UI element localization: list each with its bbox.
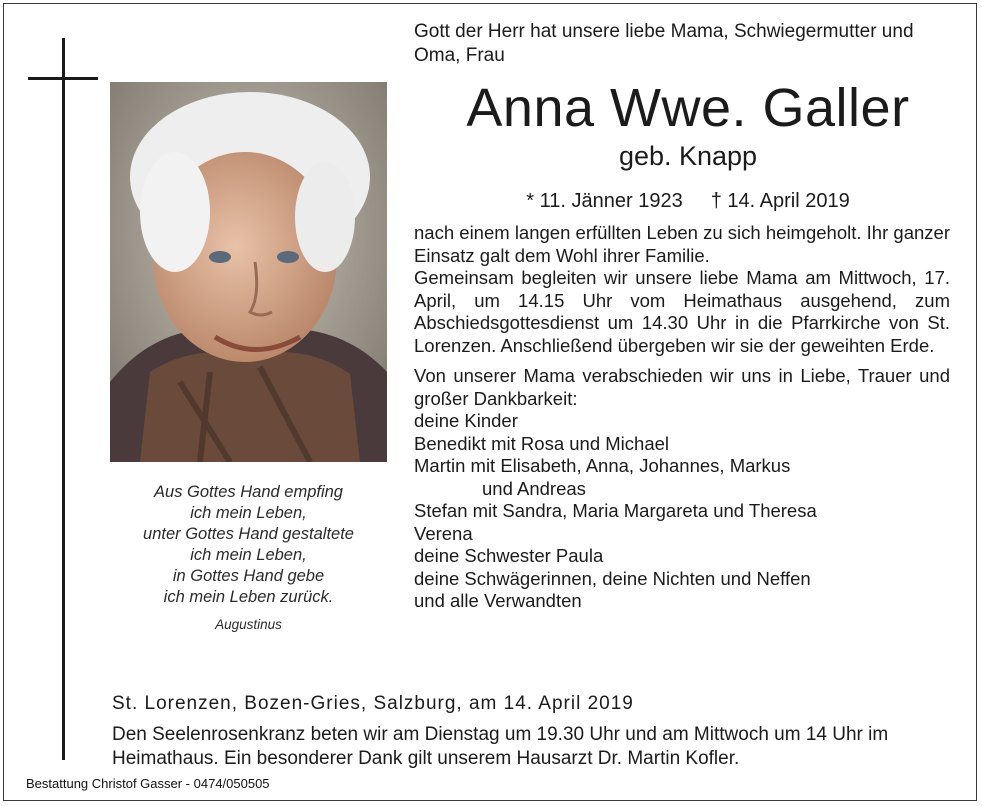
paragraph: Gemeinsam begleiten wir unsere liebe Mama am Mittwoch, 17. April, um 14.15 Uhr vom Heimathaus ausgehend, zum Abschiedsgottesdienst um 14.30 Uhr in die Pfarrkirche von St. Lorenzen. Anschließend übergeben wir sie der geweihten Erde. (414, 267, 950, 356)
rosary-notice: Den Seelenrosenkranz beten wir am Dienstag um 19.30 Uhr und am Mittwoch um 14 Uhr im Heimathaus. Ein besonderer Dank gilt unserem Hausarzt Dr. Martin Kofler. (112, 724, 889, 769)
mourner-line: deine Kinder (414, 410, 518, 431)
quote-line: in Gottes Hand gebe (172, 567, 325, 585)
portrait-illustration (110, 82, 387, 462)
mourner-line: Stefan mit Sandra, Maria Margareta und Theresa (414, 500, 817, 521)
paragraph: nach einem langen erfüllten Leben zu sich heimgeholt. Ihr ganzer Einsatz galt dem Wohl ihrer Familie. (414, 222, 950, 266)
cross-horizontal-bar (28, 77, 98, 80)
mourner-line: deine Schwester Paula (414, 545, 604, 566)
notice-body (414, 222, 950, 613)
cross-vertical-bar (62, 38, 65, 760)
quote-author: Augustinus (215, 617, 282, 632)
mourner-line: und alle Verwandten (414, 590, 582, 611)
quote-line: ich mein Leben, (190, 546, 307, 564)
memorial-quote (110, 482, 387, 635)
intro-text: Gott der Herr hat unsere liebe Mama, Schwiegermutter und Oma, Frau (414, 21, 914, 66)
mourner-line: und Andreas (482, 477, 586, 499)
mourner-line: Martin mit Elisabeth, Anna, Johannes, Markus (414, 455, 791, 476)
death-date: † 14. April 2019 (710, 190, 850, 212)
mourner-line: Benedikt mit Rosa und Michael (414, 432, 670, 454)
birth-name: geb. Knapp (618, 141, 758, 171)
quote-line: ich mein Leben, (190, 504, 307, 522)
place-and-date: St. Lorenzen, Bozen-Gries, Salzburg, am 14. April 2019 (112, 693, 634, 714)
mourner-line: deine Schwägerinnen, deine Nichten und Neffen (414, 567, 811, 589)
birth-date: * 11. Jänner 1923 (526, 190, 683, 212)
funeral-home-credit: Bestattung Christof Gasser - 0474/050505 (26, 776, 270, 791)
life-dates (414, 188, 962, 214)
paragraph: Von unserer Mama verabschieden wir uns in Liebe, Trauer und großer Dankbarkeit: (414, 365, 950, 409)
mourner-line: Verena (414, 522, 473, 544)
quote-line: Aus Gottes Hand empfing (154, 483, 343, 501)
deceased-name: Anna Wwe. Galler (466, 78, 910, 138)
quote-line: ich mein Leben zurück. (163, 588, 334, 606)
quote-line: unter Gottes Hand gestaltete (143, 525, 354, 543)
portrait-photo (110, 82, 387, 462)
